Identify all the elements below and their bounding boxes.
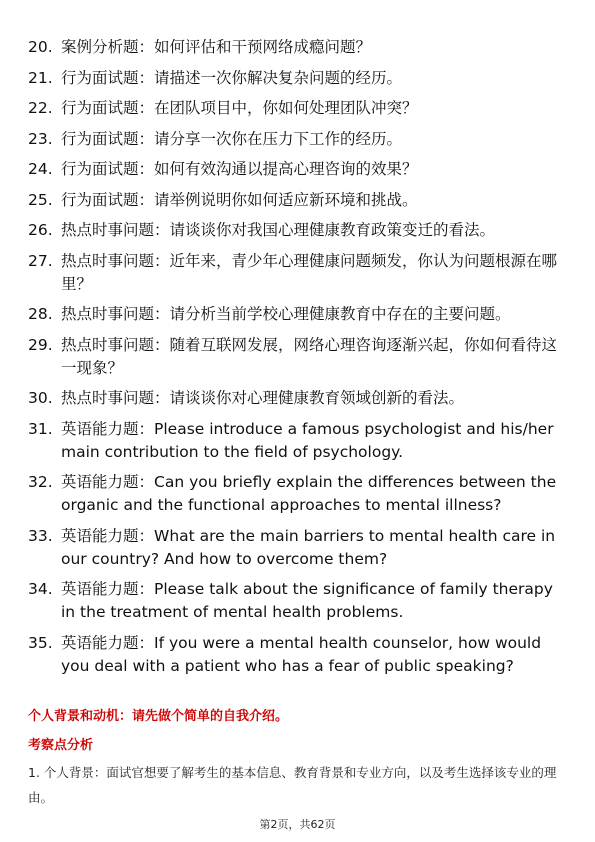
question-number: 35.: [28, 633, 53, 652]
question-text: 热点时事问题：近年来，青少年心理健康问题频发，你认为问题根源在哪里？: [61, 251, 558, 293]
question-text: 热点时事问题：请分析当前学校心理健康教育中存在的主要问题。: [61, 305, 511, 323]
question-item: [28, 303, 563, 326]
question-number: 27.: [28, 251, 53, 270]
question-number: 30.: [28, 389, 53, 407]
question-text: 英语能力题：Can you briefly explain the differences between the organic and the functional approaches to mental illness?: [61, 473, 557, 514]
question-text: 英语能力题：If you were a mental health counselor, how would you deal with a patient who has a fear of public speaking?: [61, 633, 542, 675]
question-number: 25.: [28, 190, 53, 209]
question-item: [28, 578, 563, 624]
question-text: 英语能力题：Please introduce a famous psychologist and his/her main contribution to the field of psychology.: [61, 419, 554, 461]
question-number: 28.: [28, 305, 53, 323]
question-item: [28, 632, 563, 678]
question-text: 英语能力题：What are the main barriers to mental health care in our country? And how to overcome them?: [61, 526, 556, 568]
question-number: 20.: [28, 38, 53, 56]
question-item: [28, 418, 563, 464]
intro-question-heading: 个人背景和动机：请先做个简单的自我介绍。: [28, 709, 289, 724]
question-number: 32.: [28, 473, 53, 491]
question-item: [28, 525, 563, 571]
question-number: 21.: [28, 68, 53, 87]
question-item: [28, 67, 563, 90]
question-text: 英语能力题：Please talk about the significance of family therapy in the treatment of mental health problems.: [61, 580, 553, 621]
question-number: 23.: [28, 129, 53, 148]
question-text: 热点时事问题：请谈谈你对我国心理健康教育政策变迁的看法。: [61, 221, 496, 239]
question-item: [28, 158, 563, 181]
analysis-paragraph: 1. 个人背景：面试官想要了解考生的基本信息、教育背景和专业方向，以及考生选择该专业的理由。: [28, 765, 557, 805]
question-number: 34.: [28, 580, 53, 598]
question-item: [28, 36, 563, 59]
question-item: [28, 387, 563, 410]
question-number: 29.: [28, 335, 53, 354]
question-number: 22.: [28, 99, 53, 117]
question-text: 行为面试题：请分享一次你在压力下工作的经历。: [61, 129, 403, 148]
page-footer: 第2页，共62页: [259, 818, 336, 831]
question-item: [28, 471, 563, 517]
question-item: [28, 250, 563, 296]
question-item: [28, 97, 563, 120]
question-text: 案例分析题：如何评估和干预网络成瘾问题？: [61, 38, 372, 56]
question-text: 热点时事问题：请谈谈你对心理健康教育领域创新的看法。: [61, 389, 465, 407]
question-list: [28, 36, 563, 685]
question-text: 热点时事问题：随着互联网发展，网络心理咨询逐渐兴起，你如何看待这一现象？: [61, 335, 558, 377]
question-text: 行为面试题：请描述一次你解决复杂问题的经历。: [61, 68, 403, 87]
question-number: 26.: [28, 221, 53, 239]
question-text: 行为面试题：在团队项目中，你如何处理团队冲突？: [61, 99, 418, 117]
question-number: 33.: [28, 526, 53, 545]
question-item: [28, 128, 563, 151]
question-item: [28, 219, 563, 242]
question-text: 行为面试题：如何有效沟通以提高心理咨询的效果？: [61, 160, 418, 178]
question-text: 行为面试题：请举例说明你如何适应新环境和挑战。: [61, 190, 418, 209]
question-number: 31.: [28, 419, 53, 438]
analysis-heading: 考察点分析: [28, 738, 94, 753]
question-number: 24.: [28, 160, 53, 178]
question-item: [28, 334, 563, 380]
question-item: [28, 189, 563, 212]
